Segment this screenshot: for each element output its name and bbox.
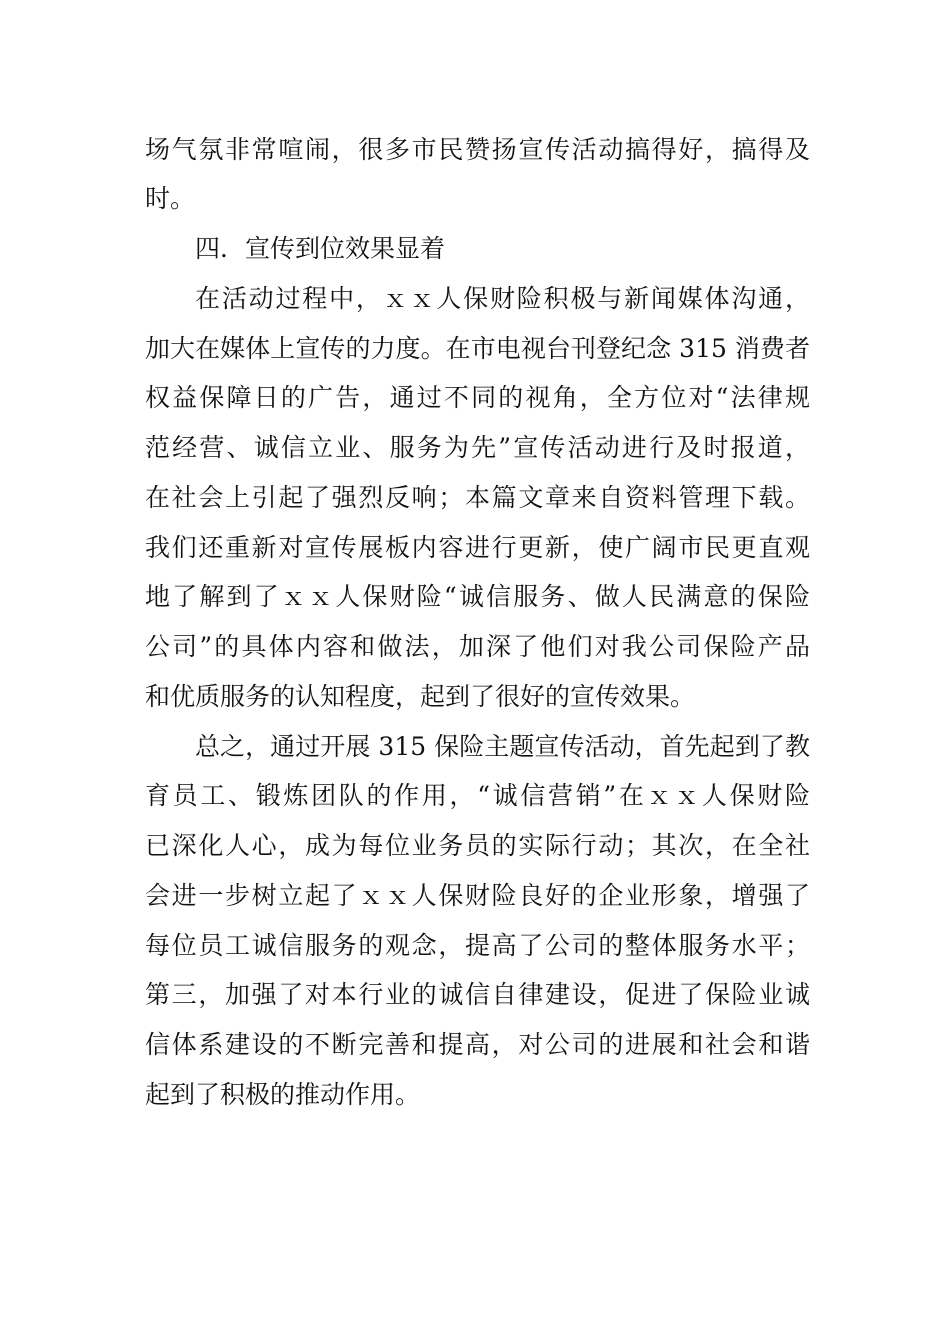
paragraph-line: 时。 — [145, 184, 196, 213]
paragraph-line: 我们还重新对宣传展板内容进行更新，使广阔市民更直观 — [145, 533, 810, 562]
paragraph-line: 加大在媒体上宣传的力度。在市电视台刊登纪念 315 消费者 — [145, 334, 810, 363]
paragraph-line: 总之，通过开展 315 保险主题宣传活动，首先起到了教 — [195, 732, 810, 761]
paragraph-line: 会进一步树立起了ｘｘ人保财险良好的企业形象，增强了 — [145, 881, 810, 910]
paragraph-line: 公司”的具体内容和做法，加深了他们对我公司保险产品 — [145, 632, 810, 661]
paragraph-line: 和优质服务的认知程度，起到了很好的宣传效果。 — [145, 682, 696, 711]
section-heading: 四．宣传到位效果显着 — [195, 234, 446, 263]
paragraph-line: 已深化人心，成为每位业务员的实际行动；其次，在全社 — [145, 831, 810, 860]
paragraph-line: 地了解到了ｘｘ人保财险“诚信服务、做人民满意的保险 — [145, 582, 810, 611]
paragraph-line: 育员工、锻炼团队的作用，“诚信营销”在ｘｘ人保财险 — [145, 781, 810, 810]
paragraph-line: 范经营、诚信立业、服务为先”宣传活动进行及时报道， — [145, 433, 810, 462]
paragraph-line: 在社会上引起了强烈反响；本篇文章来自资料管理下载。 — [145, 483, 810, 512]
paragraph-line: 在活动过程中，ｘｘ人保财险积极与新闻媒体沟通， — [195, 284, 810, 313]
paragraph-line: 起到了积极的推动作用。 — [145, 1080, 421, 1109]
paragraph-line: 第三，加强了对本行业的诚信自律建设，促进了保险业诚 — [145, 980, 810, 1009]
paragraph-line: 场气氛非常喧闹，很多市民赞扬宣传活动搞得好，搞得及 — [145, 135, 810, 164]
paragraph-line: 每位员工诚信服务的观念，提高了公司的整体服务水平； — [145, 931, 810, 960]
paragraph-line: 信体系建设的不断完善和提高，对公司的进展和社会和谐 — [145, 1030, 810, 1059]
paragraph-line: 权益保障日的广告，通过不同的视角，全方位对“法律规 — [145, 383, 810, 412]
